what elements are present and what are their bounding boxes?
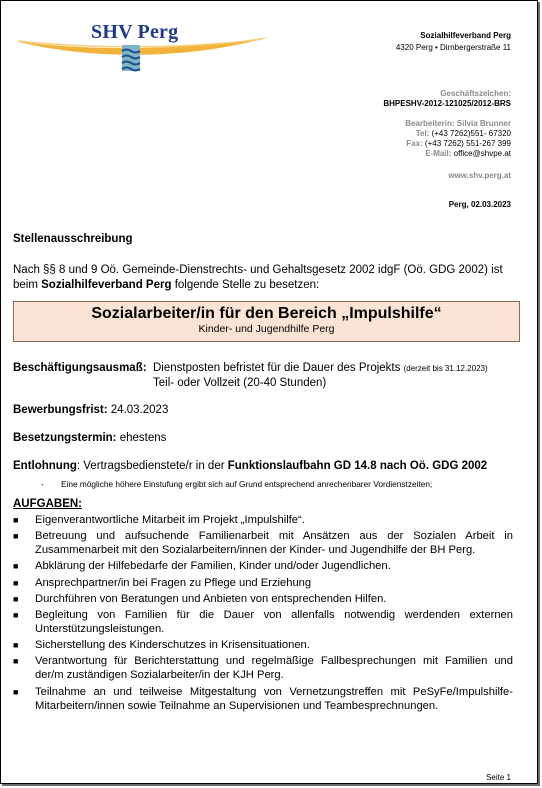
email-line — [425, 149, 511, 159]
list-item — [13, 592, 513, 606]
website-link[interactable]: www.shv.perg.at — [448, 171, 511, 180]
reference-value: BHPESHV-2012-121025/2012-BRS — [383, 99, 511, 108]
pay-note — [41, 479, 432, 490]
fax-value: (+43 7262) 551-267 399 — [424, 139, 511, 148]
position-subtitle: Kinder- und Jugendhilfe Perg — [198, 323, 335, 335]
list-item — [13, 608, 513, 636]
employment-line-2: Teil- oder Vollzeit (20-40 Stunden) — [153, 377, 327, 389]
start-label: Besetzungstermin: — [13, 432, 117, 444]
phone-label: Tel: — [415, 129, 430, 138]
bullet-icon: ■ — [13, 656, 19, 667]
document-heading: Stellenausschreibung — [13, 233, 133, 245]
phone-value: (+43 7262)551- 67320 — [431, 129, 511, 138]
position-title: Sozialarbeiter/in für den Bereich „Impulshilfe“ — [91, 305, 442, 322]
org-name: Sozialhilfeverband Perg — [420, 31, 511, 40]
task-text: Verantwortung für Berichterstattung und regelmäßige Fallbesprechungen mit Familien und der/m zuständigen Sozialarbeiter/in der KJH Perg. — [35, 655, 513, 682]
start-line — [13, 431, 166, 446]
task-text: Eigenverantwortliche Mitarbeit im Projekt „Impulshilfe“. — [35, 514, 305, 526]
pay-label: Entlohnung — [13, 460, 77, 472]
bullet-icon: ■ — [13, 640, 19, 651]
bullet-icon: ■ — [13, 593, 19, 604]
pay-line — [13, 459, 487, 474]
bullet-icon: ■ — [13, 561, 19, 572]
email-label: E-Mail: — [425, 149, 452, 158]
list-item — [13, 654, 513, 682]
bullet-icon: ■ — [13, 686, 19, 697]
org-address: 4320 Perg • Dirnbergerstraße 11 — [395, 43, 511, 52]
intro-line-2 — [13, 278, 513, 293]
bullet-icon: ■ — [13, 577, 19, 588]
list-item — [13, 638, 513, 652]
tasks-heading: AUFGABEN: — [13, 498, 82, 510]
list-item — [13, 685, 513, 713]
list-item — [13, 576, 513, 590]
list-item — [13, 529, 513, 557]
clerk-name: Bearbeiterin: Silvia Brunner — [405, 119, 511, 128]
task-text: Durchführen von Beratungen und Anbieten von entsprechenden Hilfen. — [35, 592, 387, 605]
task-text: Betreuung und aufsuchende Familienarbeit mit Ansätzen aus der Sozialen Arbeit in Zusammenarbeit mit den Sozialarbeitern/innen der Kinder- und Jugendhilfe der BH Perg. — [35, 530, 513, 557]
shv-logo — [13, 15, 271, 79]
logo-title: SHV Perg — [91, 21, 179, 43]
start-value: ehestens — [119, 432, 167, 444]
list-item — [13, 559, 513, 573]
place-date: Perg, 02.03.2023 — [448, 200, 511, 209]
tasks-list — [13, 513, 513, 715]
fax-label: Fax: — [406, 139, 423, 148]
employment-label: Beschäftigungsausmaß: — [13, 362, 147, 374]
task-text: Teilnahme an und teilweise Mitgestaltung von Vernetzungstreffen mit PeSyFe/Impulshilfe-Mitarbeitern/innen sowie Teilnahme an Supervisionen und Teambesprechnungen. — [35, 685, 513, 712]
position-title-box — [13, 301, 520, 342]
deadline-line — [13, 403, 168, 418]
employment-line-1 — [153, 361, 488, 376]
pay-note-dash: - — [41, 479, 44, 489]
pay-text: : Vertragsbedienstete/r in der — [76, 460, 228, 472]
bullet-icon: ■ — [13, 531, 19, 542]
bullet-icon: ■ — [13, 609, 19, 620]
employment-until: (derzeit bis 31.12.2023) — [403, 364, 488, 373]
wave-emblem-icon — [122, 45, 140, 71]
page-number: Seite 1 — [486, 773, 511, 782]
intro-suffix: folgende Stelle zu besetzen: — [171, 279, 320, 291]
deadline-value: 24.03.2023 — [110, 404, 169, 416]
phone-line — [416, 129, 511, 139]
employment-duration: Dienstposten befristet für die Dauer des Projekts — [153, 362, 401, 374]
intro-line-1: Nach §§ 8 und 9 Oö. Gemeinde-Dienstrechts- und Gehaltsgesetz 2002 idgF (Oö. GDG 2002) ist — [13, 264, 503, 276]
deadline-label: Bewerbungsfrist: — [13, 404, 108, 416]
task-text: Abklärung der Hilfebedarfe der Familien, Kinder und/oder Jugendlichen. — [35, 560, 391, 573]
intro-org: Sozialhilfeverband Perg — [41, 279, 172, 291]
pay-note-text: Eine mögliche höhere Einstufung ergibt sich auf Grund entsprechend anrechenbarer Vordienstzeiten; — [61, 479, 433, 489]
task-text: Sicherstellung des Kinderschutzes in Krisensituationen. — [35, 639, 310, 652]
intro-paragraph — [13, 263, 513, 293]
pay-grade: Funktionslaufbahn GD 14.8 nach Oö. GDG 2002 — [227, 460, 488, 472]
list-item — [13, 513, 513, 527]
task-text: Begleitung von Familien für die Dauer von allenfalls notwendig werdenden externen Unterstützungsleistungen. — [35, 608, 513, 635]
fax-line — [406, 139, 511, 149]
task-text: Ansprechpartner/in bei Fragen zu Pflege und Erziehung — [35, 576, 312, 589]
bullet-icon: ■ — [13, 515, 19, 525]
intro-prefix: beim — [13, 279, 42, 291]
reference-label: Geschäftszeichen: — [440, 89, 511, 98]
email-value[interactable]: office@shvpe.at — [453, 149, 511, 158]
